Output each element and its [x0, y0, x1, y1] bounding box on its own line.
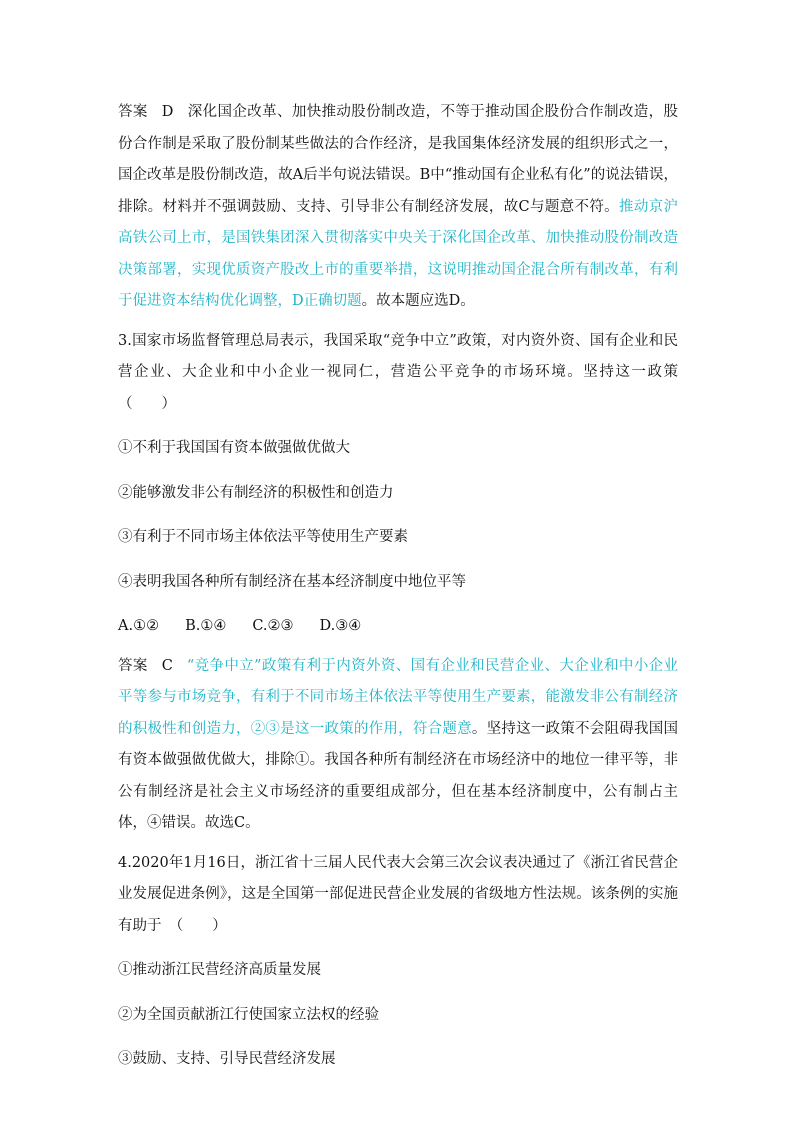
- question-4-option-2: ②为全国贡献浙江行使国家立法权的经验: [118, 1006, 379, 1023]
- choice-a: A.①②: [118, 618, 160, 634]
- highlighted-explanation: 推动京沪高铁公司上市，是国铁集团深入贯彻落实中央关于深化国企改革、加快推动股份制改造决策部署，实现优质资产股改上市的重要举措，这说明推动国企混合所有制改革，有利于促进资本结构优化调整，D正确切题: [118, 198, 679, 309]
- question-3-choices: [118, 611, 678, 643]
- answer-conclusion: 。故本题应选D。: [361, 293, 475, 309]
- question-3-option-1: ①不利于我国国有资本做强做优做大: [118, 440, 350, 456]
- question-4-option-1: ①推动浙江民营经济高质量发展: [118, 962, 321, 978]
- question-3-option-4: ④表明我国各种所有制经济在基本经济制度中地位平等: [118, 573, 466, 590]
- answer-label: 答案: [118, 657, 148, 674]
- question-3-option-3: ③有利于不同市场主体依法平等使用生产要素: [118, 529, 408, 545]
- answer-label: 答案: [118, 104, 148, 120]
- answer-2-paragraph: [118, 97, 678, 318]
- highlighted-explanation: “竞争中立”政策有利于内资外资、国有企业和民营企业、大企业和中小企业平等参与市场竞争，有利于不同市场主体依法平等使用生产要素，能激发非公有制经济的积极性和创造力，②③是这一政策的作用，符合题意: [118, 657, 678, 737]
- document-page: [118, 97, 693, 1076]
- choice-d: D.③④: [319, 618, 362, 634]
- choice-b: B.①④: [185, 618, 227, 634]
- answer-explanation: 深化国企改革、加快推动股份制改造，不等于推动国企股份合作制改造，股份合作制是采取了股份制某些做法的合作经济，是我国集体经济发展的组织形式之一，国企改革是股份制改造，故A后半句说法错误。B中“推动国有企业私有化”的说法错误，排除。材料并不强调鼓励、支持、引导非公有制经济发展，故C与题意不符。: [118, 104, 679, 215]
- answer-3-paragraph: [118, 651, 678, 840]
- question-4-option-3: ③鼓励、支持、引导民营经济发展: [118, 1051, 336, 1067]
- question-3-option-2: ②能够激发非公有制经济的积极性和创造力: [118, 484, 394, 501]
- answer-explanation: 。坚持这一政策不会阻碍我国国有资本做强做优做大，排除①。我国各种所有制经济在市场经济中的地位一律平等，非公有制经济是社会主义市场经济的重要组成部分，但在基本经济制度中，公有制占主体，④错误。故选C。: [118, 720, 679, 831]
- question-4-stem: 4.2020年1月16日，浙江省十三届人民代表大会第三次会议表决通过了《浙江省民营企业发展促进条例》，这是全国第一部促进民营企业发展的省级地方性法规。该条例的实施有助于 （ ）: [118, 854, 678, 934]
- question-3-stem: 3.国家市场监督管理总局表示，我国采取“竞争中立”政策，对内资外资、国有企业和民营企业、大企业和中小企业一视同仁，营造公平竞争的市场环境。坚持这一政策 （ ）: [118, 332, 693, 412]
- answer-letter: D: [161, 104, 174, 120]
- choice-c: C.②③: [252, 618, 294, 634]
- answer-letter: C: [161, 657, 173, 674]
